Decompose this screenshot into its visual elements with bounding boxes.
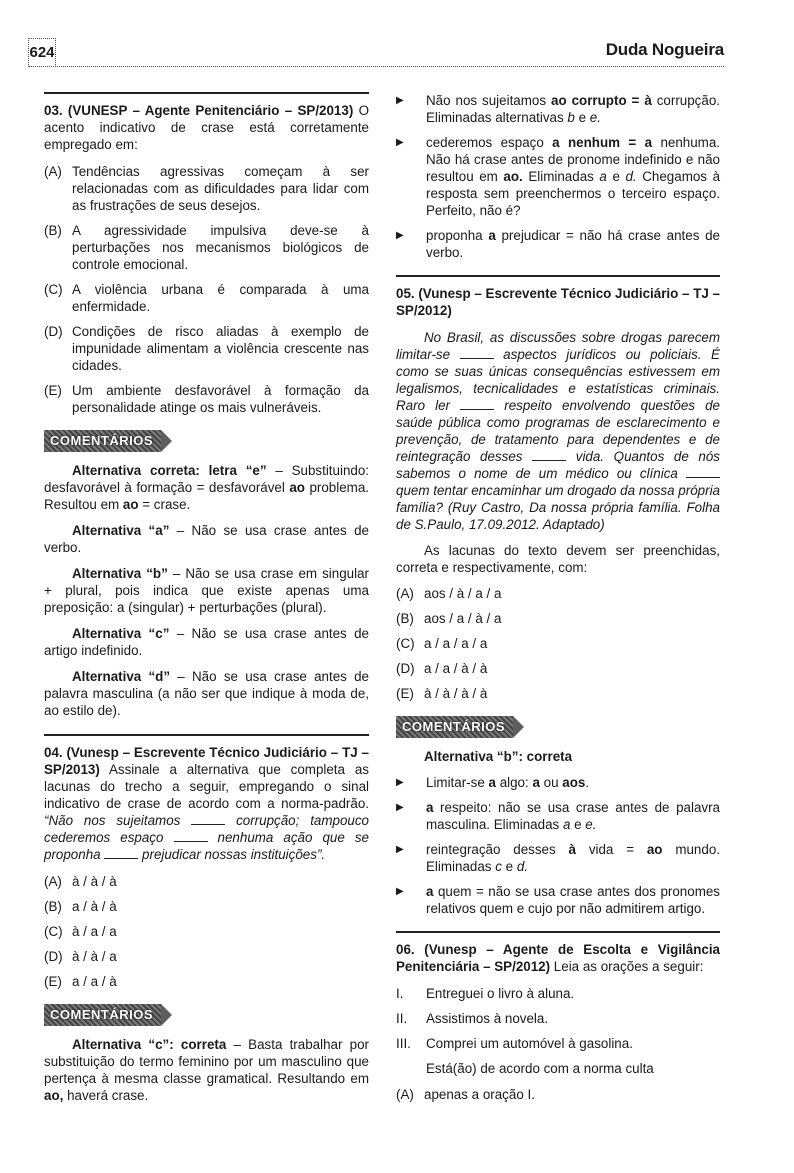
question-06-item-2: II. Assistimos à novela. [396,1011,549,1026]
page-number: 624 [28,38,56,67]
triangle-bullet-icon: ▶ [396,95,404,106]
question-03-comment-b: Alternativa “b” – Não se usa crase em singular + plural, pois indica que existe apenas uma preposição: a (singular) + perturbações (plural). [44,566,369,615]
question-03-heading: 03. (VUNESP – Agente Penitenciário – SP/2013) O acento indicativo de crase está corretamente empregado em: [44,103,369,152]
page-header [28,36,724,67]
question-03-option-a: (A) Tendências agressivas começam à ser relacionadas com as dificuldades para lidar com as frustrações de seus desejos. [44,164,369,213]
question-06-item-3: III. Comprei um automóvel à gasolina. [396,1036,633,1051]
question-05-option-b: (B) aos / a / à / a [396,611,502,626]
triangle-bullet-icon: ▶ [396,802,404,813]
question-04-bullet: ▶ cederemos espaço a nenhum = a nenhuma. Não há crase antes de pronome indefinido e não resultou em ao. Eliminadas a e d. Chegamos à resposta sem preenchermos o terceiro espaço. Perfeito, não é? [396,135,721,218]
question-03-option-b: (B) A agressividade impulsiva deve-se à perturbações nos mecanismos biológicos de controle emocional. [44,223,369,272]
triangle-bullet-icon: ▶ [396,230,404,241]
question-04-option-e: (E) a / a / à [44,974,117,989]
fill-blank [460,398,494,410]
question-03-option-d: (D) Condições de risco aliadas à exemplo de impunidade alimentam a violência crescente nas cidades. [44,324,369,373]
question-05-passage: No Brasil, as discussões sobre drogas parecem limitar-se aspectos jurídicos ou policiais. É como se suas únicas consequências estivessem em legalismos, tecnicalidades e estatísticas criminais. Raro ler respeito envolvendo questões de saúde pública como programas de esclarecimento e prevenção, de tratamento para dependentes e de reintegração desses vida. Quantos de nós sabemos o nome de um médico ou clínica quem tentar encaminhar um drogado da nossa própria família? (Ruy Castro, Da nossa própria família. Folha de S.Paulo, 17.09.2012. Adaptado) [396,330,721,532]
question-05-option-c: (C) a / a / a / a [396,636,488,651]
question-04-option-a: (A) à / à / à [44,874,117,889]
question-04-option-d: (D) à / à / a [44,949,117,964]
right-column [396,92,720,1111]
question-05-heading: 05. (Vunesp – Escrevente Técnico Judiciário – TJ – SP/2012) [396,286,720,318]
question-04-comment-answer: Alternativa “c”: correta – Basta trabalhar por substituição do termo feminino por um masculino que pertença à mesma classe gramatical. Resultando em ao, haverá crase. [44,1037,369,1103]
fill-blank [532,449,566,461]
question-06-option-a: (A) apenas a oração I. [396,1087,535,1102]
question-03-option-c: (C) A violência urbana é comparada à uma enfermidade. [44,282,369,314]
question-05-bullet: ▶ a quem = não se usa crase antes dos pronomes relativos quem e cujo por não admitirem artigo. [396,884,720,916]
section-divider [44,92,369,94]
section-divider [396,931,720,933]
triangle-bullet-icon: ▶ [396,844,404,855]
section-divider [396,275,720,277]
question-05-answer: Alternativa “b”: correta [424,749,573,764]
comments-badge: COMENTÁRIOS [44,1004,161,1026]
left-column [44,92,369,1113]
question-05-bullet: ▶ reintegração desses à vida = ao mundo. Eliminadas c e d. [396,842,720,874]
question-05-bullet: ▶ a respeito: não se usa crase antes de palavra masculina. Eliminadas a e e. [396,800,720,832]
comments-badge: COMENTÁRIOS [396,716,513,738]
comments-badge: COMENTÁRIOS [44,430,161,452]
question-04-option-c: (C) à / a / a [44,924,117,939]
question-03-comment-d: Alternativa “d” – Não se usa crase antes de palavra masculina (a não ser que indique à moda de, ao estilo de). [44,669,370,718]
question-03-comment-a: Alternativa “a” – Não se usa crase antes de verbo. [44,523,369,555]
fill-blank [191,813,225,825]
question-03-comment-c: Alternativa “c” – Não se usa crase antes de artigo indefinido. [44,626,369,658]
fill-blank [686,466,720,478]
question-06-question: Está(ão) de acordo com a norma culta [426,1061,654,1076]
question-04-bullet: ▶ proponha a prejudicar = não há crase antes de verbo. [396,228,721,260]
question-04-option-b: (B) a / à / à [44,899,117,914]
fill-blank [174,830,208,842]
section-divider [44,734,369,736]
triangle-bullet-icon: ▶ [396,137,404,148]
question-05-option-a: (A) aos / à / a / a [396,586,502,601]
triangle-bullet-icon: ▶ [396,886,404,897]
fill-blank [460,347,494,359]
question-05-instruction: As lacunas do texto devem ser preenchidas, correta e respectivamente, com: [396,543,720,575]
question-05-option-d: (D) a / a / à / à [396,661,488,676]
question-03-option-e: (E) Um ambiente desfavorável à formação da personalidade atinge os mais vulneráveis. [44,383,369,415]
question-04-heading: 04. (Vunesp – Escrevente Técnico Judiciário – TJ – SP/2013) Assinale a alternativa que completa as lacunas do trecho a seguir, empregando o sinal indicativo de crase de acordo com a norma-padrão. “Não nos sujeitamos corrupção; tampouco cederemos espaço nenhuma ação que se proponha prejudicar nossas instituições”. [44,745,369,862]
question-06-heading: 06. (Vunesp – Agente de Escolta e Vigilância Penitenciária – SP/2012) Leia as orações a seguir: [396,942,720,974]
triangle-bullet-icon: ▶ [396,777,404,788]
question-06-item-1: I. Entreguei o livro à aluna. [396,986,575,1001]
question-05-bullet: ▶ Limitar-se a algo: a ou aos. [396,775,590,790]
running-head-author: Duda Nogueira [605,40,724,59]
question-04-bullet: ▶ Não nos sujeitamos ao corrupto = à corrupção. Eliminadas alternativas b e e. [396,93,720,125]
fill-blank [104,847,138,859]
question-05-option-e: (E) à / à / à / à [396,686,488,701]
question-03-comment-answer: Alternativa correta: letra “e” – Substituindo: desfavorável à formação = desfavorável ao problema. Resultou em ao = crase. [44,463,370,512]
